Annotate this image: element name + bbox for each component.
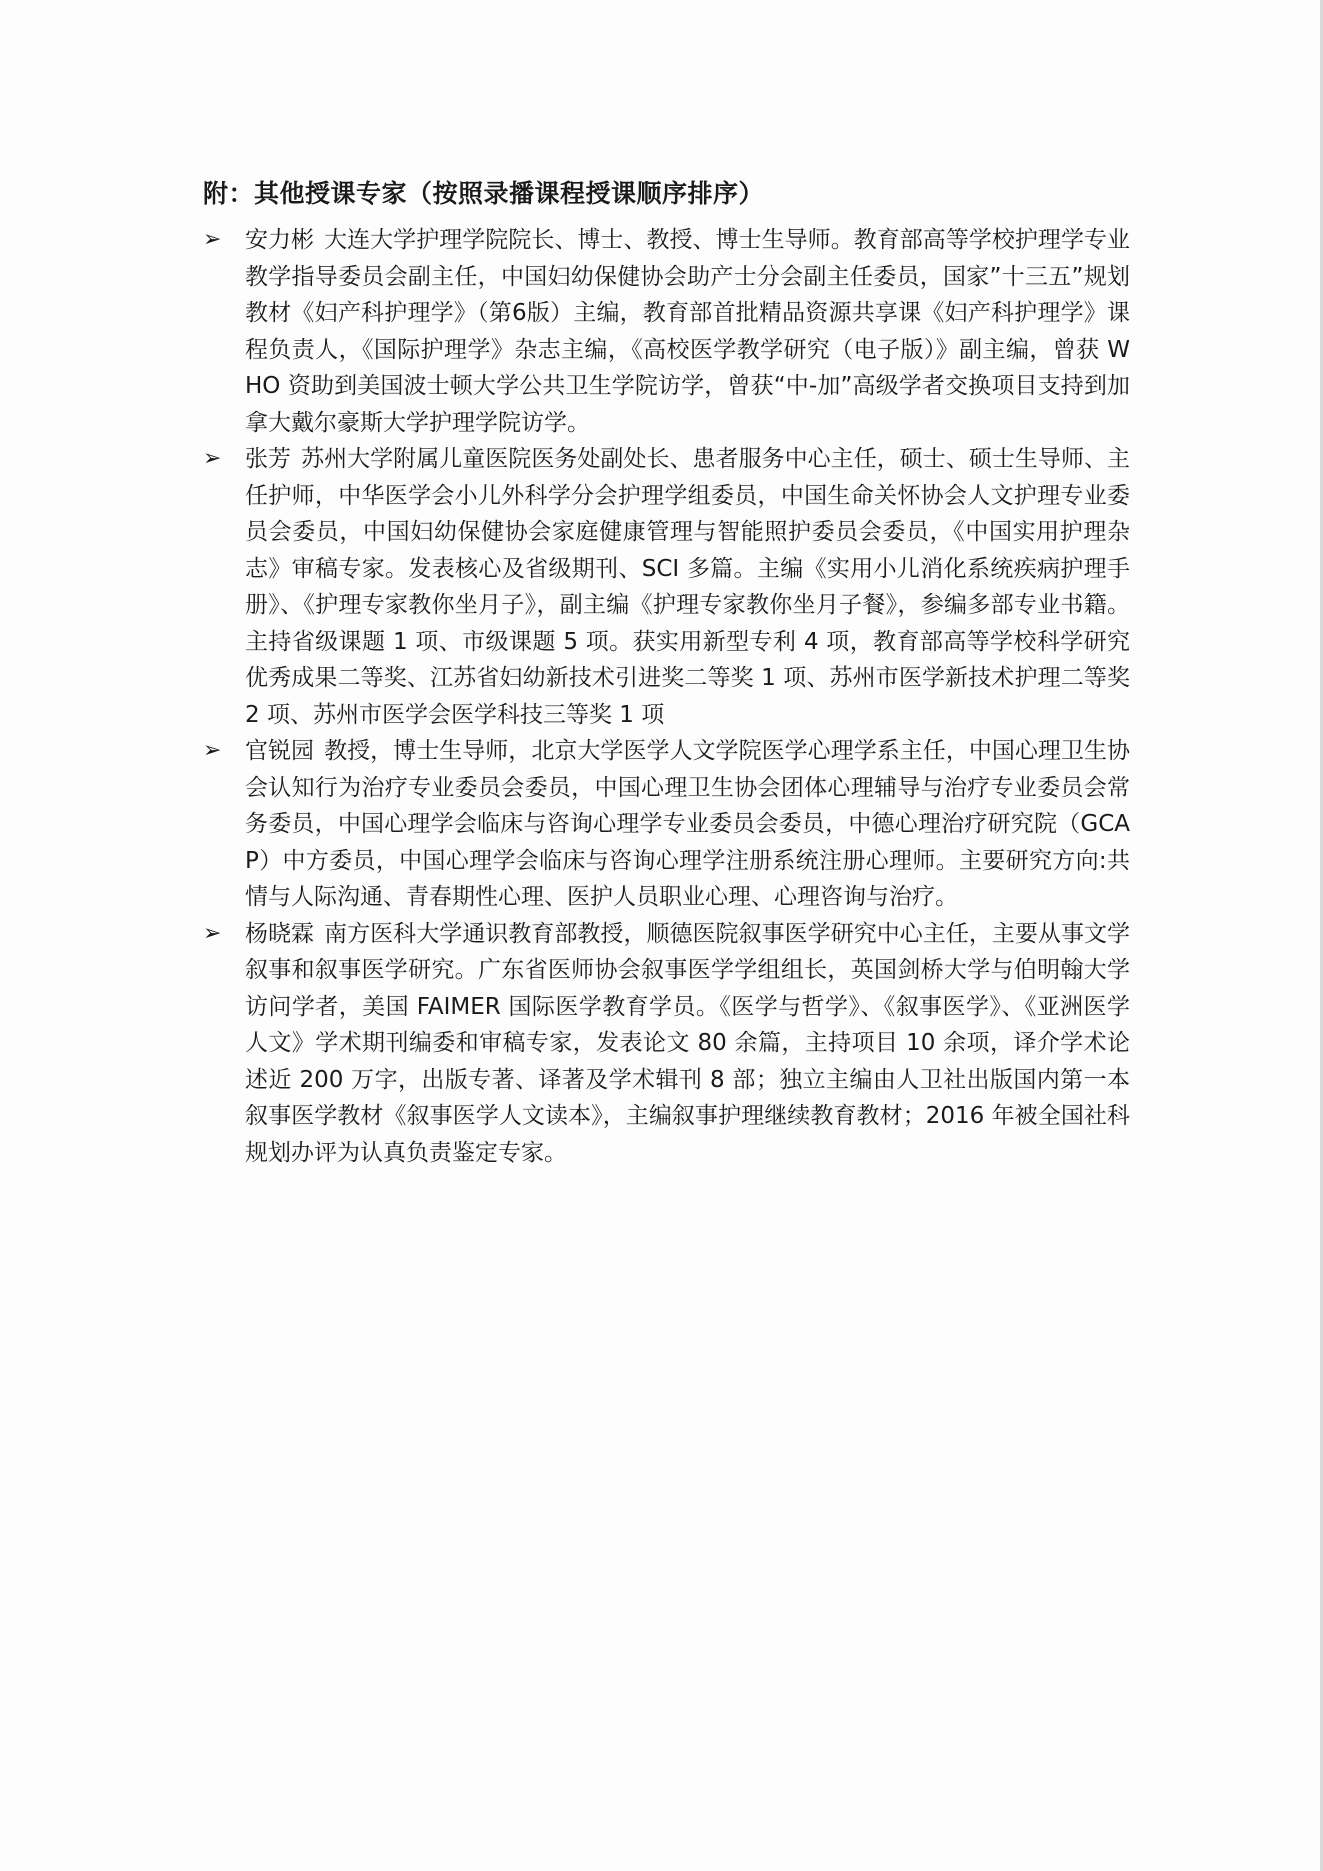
expert-list: [203, 222, 1130, 1171]
expert-name: 官锐园: [245, 738, 315, 764]
expert-bio: 教授，博士生导师，北京大学医学人文学院医学心理学系主任，中国心理卫生协会认知行为治疗专业委员会委员，中国心理卫生协会团体心理辅导与治疗专业委员会常务委员，中国心理学会临床与咨询心理学专业委员会委员，中德心理治疗研究院（GCAP）中方委员，中国心理学会临床与咨询心理学注册系统注册心理师。主要研究方向:共情与人际沟通、青春期性心理、医护人员职业心理、心理咨询与治疗。: [245, 738, 1131, 910]
page-heading: 附：其他授课专家（按照录播课程授课顺序排序）: [203, 179, 765, 208]
expert-item: [203, 916, 1130, 1172]
expert-item: [203, 733, 1130, 916]
expert-name: 张芳: [245, 446, 292, 472]
expert-bio: 苏州大学附属儿童医院医务处副处长、患者服务中心主任，硕士、硕士生导师、主任护师，中华医学会小儿外科学分会护理学组委员，中国生命关怀协会人文护理专业委员会委员，中国妇幼保健协会家庭健康管理与智能照护委员会委员，《中国实用护理杂志》审稿专家。发表核心及省级期刊、SCI 多篇。主编《实用小儿消化系统疾病护理手册》、《护理专家教你坐月子》，副主编《护理专家教你坐月子餐》，参编多部专业书籍。主持省级课题 1 项、市级课题 5 项。获实用新型专利 4 项，教育部高等学校科学研究优秀成果二等奖、江苏省妇幼新技术引进奖二等奖 1 项、苏州市医学新技术护理二等奖 2 项、苏州市医学会医学科技三等奖 1 项: [245, 446, 1131, 728]
expert-name: 杨晓霖: [245, 920, 315, 947]
expert-name: 安力彬: [245, 227, 315, 253]
expert-bio: 大连大学护理学院院长、博士、教授、博士生导师。教育部高等学校护理学专业教学指导委员会副主任，中国妇幼保健协会助产士分会副主任委员，国家”十三五”规划教材《妇产科护理学》（第6版）主编，教育部首批精品资源共享课《妇产科护理学》课程负责人，《国际护理学》杂志主编，《高校医学教学研究（电子版）》副主编，曾获 WHO 资助到美国波士顿大学公共卫生学院访学，曾获“中-加”高级学者交换项目支持到加拿大戴尔豪斯大学护理学院访学。: [245, 227, 1131, 436]
expert-bio: 南方医科大学通识教育部教授，顺德医院叙事医学研究中心主任，主要从事文学叙事和叙事医学研究。广东省医师协会叙事医学学组组长，英国剑桥大学与伯明翰大学访问学者，美国 FAIMER 国际医学教育学员。《医学与哲学》、《叙事医学》、《亚洲医学人文》学术期刊编委和审稿专家，发表论文 80 余篇，主持项目 10 余项，译介学术论述近 200 万字，出版专著、译著及学术辑刊 8 部；独立主编由人卫社出版国内第一本叙事医学教材《叙事医学人文读本》，主编叙事护理继续教育教材；2016 年被全国社科规划办评为认真负责鉴定专家。: [245, 920, 1131, 1166]
expert-item: [203, 222, 1130, 441]
arrow-bullet-icon: ➢: [203, 227, 222, 252]
arrow-bullet-icon: ➢: [203, 738, 222, 763]
arrow-bullet-icon: ➢: [203, 920, 222, 946]
expert-item: [203, 441, 1130, 733]
arrow-bullet-icon: ➢: [203, 446, 222, 471]
